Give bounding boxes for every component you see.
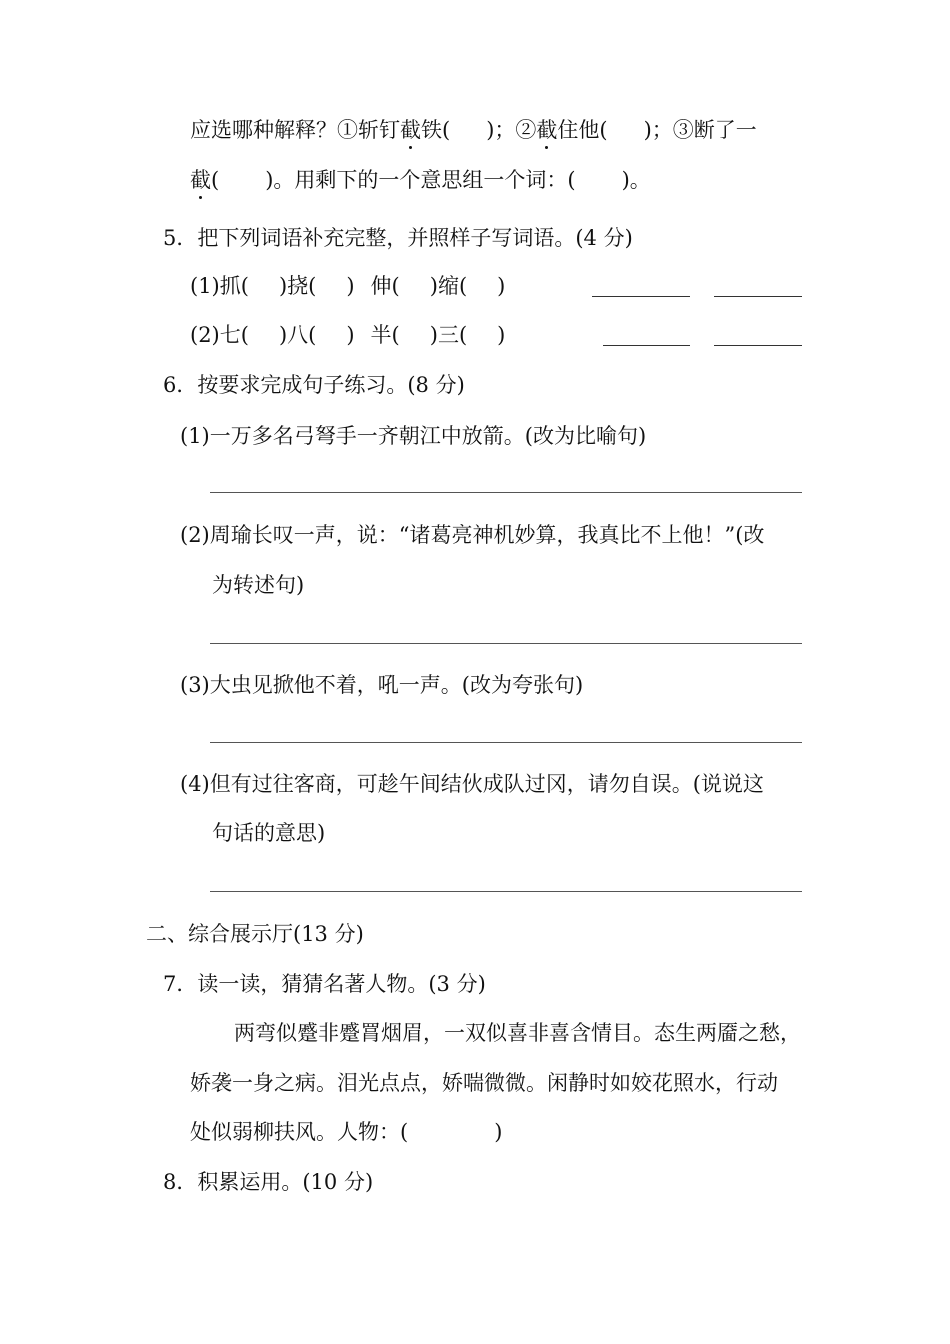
write-line[interactable] [603, 325, 690, 346]
emphasis-char: 截 [400, 118, 421, 142]
section-heading: 二、综合展示厅(13 分) [146, 922, 364, 946]
write-line[interactable] [714, 276, 802, 297]
write-line[interactable] [714, 325, 802, 346]
q5-row2: (2)七( )八( ) 半( )三( ) [190, 323, 506, 347]
q6-sentence-3: (3)大虫见掀他不着，吼一声。(改为夸张句) [180, 673, 584, 697]
q6-title: 6．按要求完成句子练习。(8 分) [163, 373, 465, 397]
q8-title: 8．积累运用。(10 分) [163, 1170, 374, 1194]
q6-sentence-4: (4)但有过往客商，可趁午间结伙成队过冈，请勿自误。(说说这 [180, 772, 764, 796]
q7-passage-line2: 娇袭一身之病。泪光点点，娇喘微微。闲静时如姣花照水，行动 [190, 1071, 778, 1095]
emphasis-char: 截 [190, 168, 211, 192]
q6-sentence-2: (2)周瑜长叹一声，说：“诸葛亮神机妙算，我真比不上他！”(改 [180, 523, 765, 547]
q5-row1: (1)抓( )挠( ) 伸( )缩( ) [190, 274, 506, 298]
answer-line[interactable] [210, 891, 802, 892]
q4-line1: 应选哪种解释？①斩钉截铁( )；②截住他( )；③断了一 [190, 118, 757, 142]
q7-title: 7．读一读，猜猜名著人物。(3 分) [163, 972, 486, 996]
q6-sentence-1: (1)一万多名弓弩手一齐朝江中放箭。(改为比喻句) [180, 424, 647, 448]
write-line[interactable] [592, 276, 690, 297]
emphasis-char: 截 [536, 118, 558, 142]
q5-title: 5．把下列词语补充完整，并照样子写词语。(4 分) [163, 226, 633, 250]
answer-line[interactable] [210, 742, 802, 743]
q4-line2: 截( )。用剩下的一个意思组一个词：( )。 [190, 168, 651, 192]
q7-passage-line3: 处似弱柳扶风。人物：( ) [190, 1120, 503, 1144]
q6-sentence-4-cont: 句话的意思) [212, 821, 326, 845]
answer-line[interactable] [210, 492, 802, 493]
answer-line[interactable] [210, 643, 802, 644]
q6-sentence-2-cont: 为转述句) [212, 573, 305, 597]
q7-passage-line1: 两弯似蹙非蹙罥烟眉，一双似喜非喜含情目。态生两靥之愁， [234, 1021, 801, 1045]
